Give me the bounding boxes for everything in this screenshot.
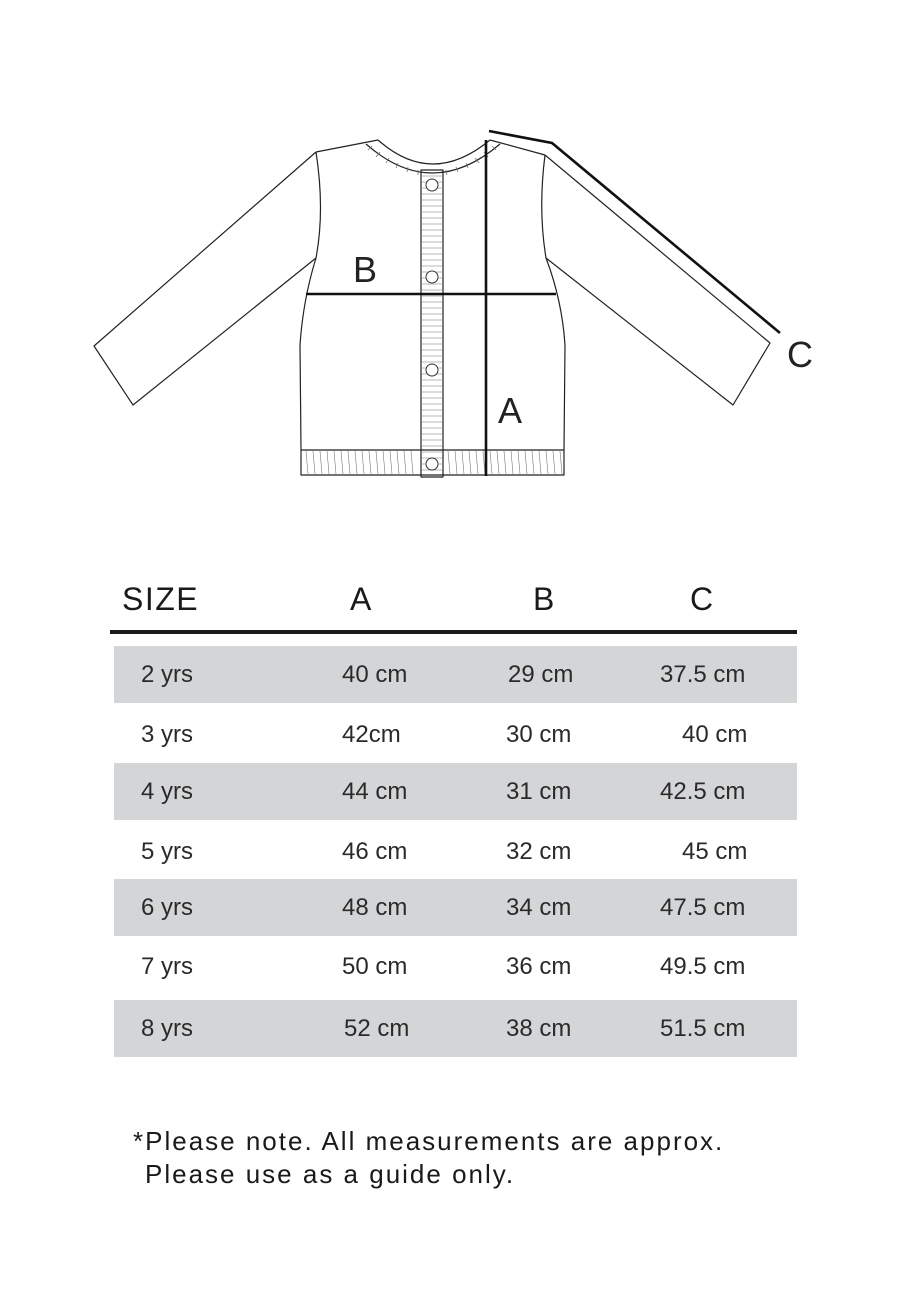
table-row — [114, 706, 797, 763]
cell-c: 51.5 cm — [660, 1014, 746, 1042]
header-a: A — [350, 581, 373, 617]
cell-b: 36 cm — [506, 952, 572, 980]
cell-c: 37.5 cm — [660, 660, 746, 688]
buttons — [426, 179, 438, 470]
cardigan-illustration-icon — [0, 0, 909, 520]
cell-a: 52 cm — [344, 1014, 410, 1042]
cell-size: 2 yrs — [141, 660, 194, 688]
cardigan-diagram — [0, 0, 909, 520]
cell-c: 47.5 cm — [660, 893, 746, 921]
button-icon — [426, 364, 438, 376]
button-icon — [426, 179, 438, 191]
table-row — [114, 879, 797, 936]
cell-a: 44 cm — [342, 777, 408, 805]
label-c: C — [787, 334, 813, 375]
table-row — [114, 938, 797, 995]
cell-b: 29 cm — [508, 660, 574, 688]
table-row — [114, 823, 797, 880]
label-a: A — [498, 390, 523, 431]
note-line-2: Please use as a guide only. — [145, 1159, 516, 1189]
cell-c: 40 cm — [682, 720, 748, 748]
cell-size: 7 yrs — [141, 952, 194, 980]
cell-b: 38 cm — [506, 1014, 572, 1042]
button-icon — [426, 271, 438, 283]
label-b: B — [353, 249, 378, 290]
note-line-1: *Please note. All measurements are approx. — [133, 1126, 725, 1156]
cell-size: 5 yrs — [141, 837, 194, 865]
cell-c: 49.5 cm — [660, 952, 746, 980]
cell-a: 46 cm — [342, 837, 408, 865]
cell-b: 30 cm — [506, 720, 572, 748]
table-row — [114, 763, 797, 820]
cell-size: 8 yrs — [141, 1014, 194, 1042]
button-icon — [426, 458, 438, 470]
header-c: C — [690, 581, 715, 617]
table-row — [114, 646, 797, 703]
cell-a: 42cm — [342, 720, 401, 748]
measurement-lines — [306, 131, 780, 476]
cell-size: 4 yrs — [141, 777, 194, 805]
table-row — [114, 1000, 797, 1057]
cell-a: 40 cm — [342, 660, 408, 688]
cell-b: 31 cm — [506, 777, 572, 805]
placket-stripes — [421, 176, 443, 470]
cell-a: 48 cm — [342, 893, 408, 921]
cell-b: 34 cm — [506, 893, 572, 921]
cell-b: 32 cm — [506, 837, 572, 865]
measure-c-line — [489, 131, 780, 333]
cell-size: 3 yrs — [141, 720, 194, 748]
header-b: B — [533, 581, 556, 617]
cell-c: 45 cm — [682, 837, 748, 865]
cell-c: 42.5 cm — [660, 777, 746, 805]
cell-size: 6 yrs — [141, 893, 194, 921]
cell-a: 50 cm — [342, 952, 408, 980]
header-size: SIZE — [122, 581, 200, 617]
header-divider — [110, 630, 797, 634]
